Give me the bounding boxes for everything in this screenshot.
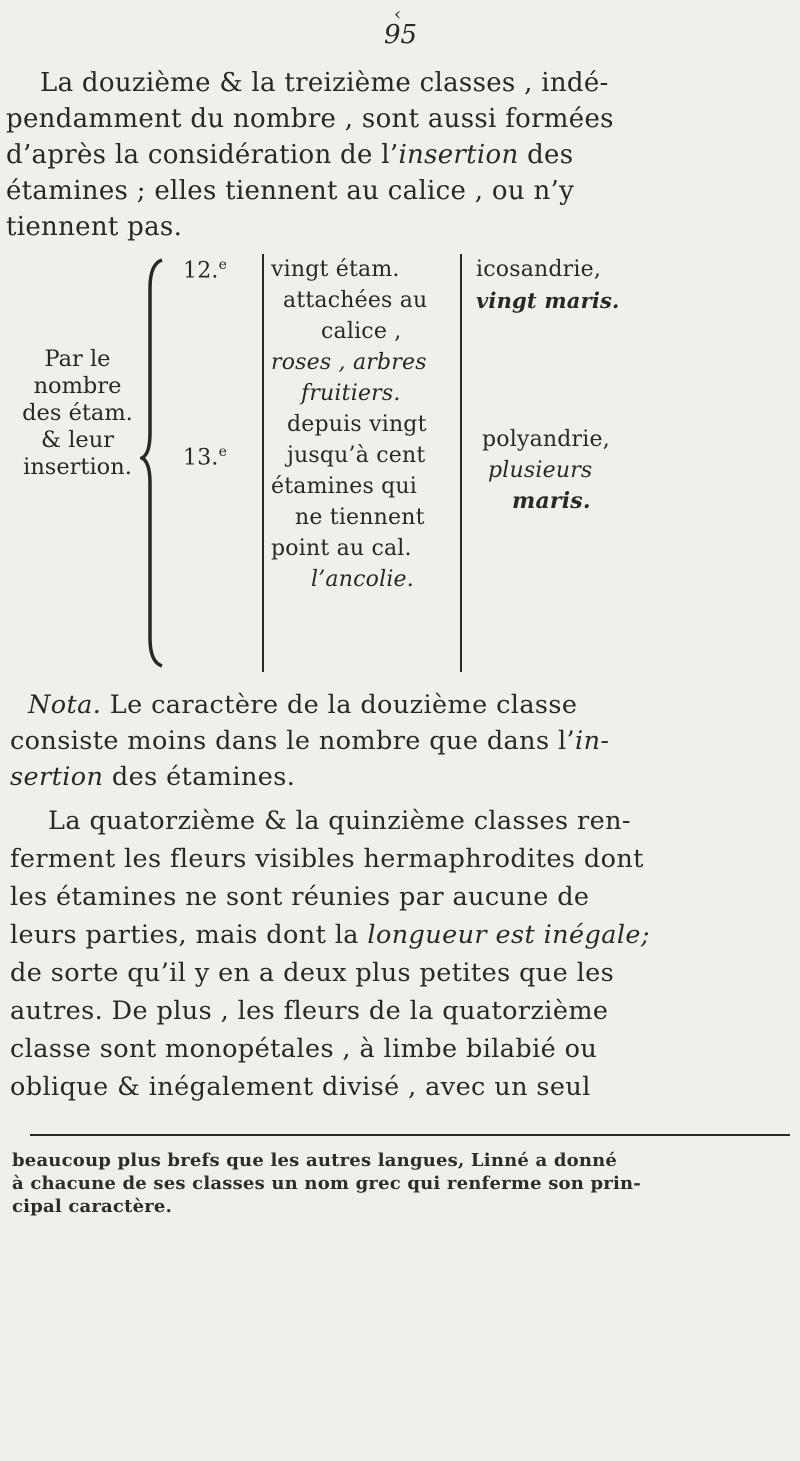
nota-line-3-b: des étamines. — [103, 762, 296, 792]
para2-line-6: autres. De plus , les fleurs de la quatorzième — [10, 996, 609, 1026]
left-label-line: insertion. — [23, 454, 132, 480]
left-label-line: Par le — [44, 346, 111, 372]
para2-line-8: oblique & inégalement divisé , avec un seul — [10, 1072, 591, 1102]
nota-line-1 — [28, 690, 577, 720]
nota-line-1-text: Le caractère de la douzième classe — [101, 690, 578, 720]
para2-line-4 — [10, 920, 650, 950]
intro-line-5: tiennent pas. — [6, 212, 183, 242]
name-12 — [476, 254, 620, 316]
footnote-line-1: beaucoup plus brefs que les autres langues, Linné a donné — [12, 1150, 618, 1171]
class-13-number: 13. — [183, 445, 219, 471]
desc-12-line: vingt étam. — [271, 257, 400, 282]
desc-12-line: attachées au — [283, 288, 428, 313]
desc-13-line: étamines qui — [271, 474, 418, 499]
desc-13-line: jusqu’à cent — [287, 443, 426, 468]
left-label-line: & leur — [41, 427, 114, 453]
class-13-sup: e — [218, 444, 228, 460]
brace — [140, 258, 170, 668]
name-13 — [482, 424, 610, 517]
intro-line-3-a: d’après la considération de l’ — [6, 140, 399, 170]
intro-insertion: insertion — [398, 140, 519, 170]
desc-13 — [271, 409, 461, 595]
intro-line-2: pendamment du nombre , sont aussi formées — [6, 104, 614, 134]
class-12-sup: e — [218, 257, 228, 273]
name-12-line: icosandrie, — [476, 257, 602, 282]
para2-line-4-b: longueur est inégale; — [367, 920, 650, 950]
desc-13-line: ne tiennent — [295, 505, 425, 530]
left-label-line: des étam. — [22, 400, 133, 426]
class-13 — [183, 444, 227, 470]
footnote-line-2: à chacune de ses classes un nom grec qui renferme son prin- — [12, 1173, 641, 1194]
intro-line-3-c: des — [518, 140, 574, 170]
nota-line-3 — [10, 762, 295, 792]
para2-line-4-a: leurs parties, mais dont la — [10, 920, 368, 950]
name-13-italic: maris. — [512, 488, 591, 514]
page-number: 95 — [384, 20, 418, 50]
desc-13-line: point au cal. — [271, 536, 412, 561]
para2-line-5: de sorte qu’il y en a deux plus petites que les — [10, 958, 615, 988]
top-mark: ‹ — [394, 4, 402, 25]
intro-line-1: La douzième & la treizième classes , indé- — [40, 68, 609, 98]
nota-line-3-a: sertion — [10, 762, 104, 792]
left-label — [10, 346, 145, 481]
para2-line-7: classe sont monopétales , à limbe bilabié ou — [10, 1034, 598, 1064]
para2-line-3: les étamines ne sont réunies par aucune de — [10, 882, 590, 912]
desc-12 — [271, 254, 461, 409]
para2-line-1: La quatorzième & la quinzième classes ren- — [48, 806, 631, 836]
desc-12-italic-line: roses , arbres — [271, 350, 427, 375]
intro-line-3 — [6, 140, 573, 170]
footnote-rule — [30, 1134, 790, 1136]
desc-12-line: calice , — [321, 319, 402, 344]
name-13-line: polyandrie, — [482, 427, 610, 452]
desc-12-italic-line: fruitiers. — [301, 381, 401, 406]
name-13-italic: plusieurs — [488, 458, 593, 483]
nota-line-2-b: in- — [575, 726, 610, 756]
para2-line-2: ferment les fleurs visibles hermaphrodites dont — [10, 844, 644, 874]
desc-13-italic: l’ancolie. — [311, 567, 414, 592]
footnote-line-3: cipal caractère. — [12, 1196, 173, 1217]
desc-13-line: depuis vingt — [287, 412, 427, 437]
class-12-number: 12. — [183, 258, 219, 284]
name-12-italic: vingt maris. — [476, 288, 620, 313]
class-12 — [183, 257, 227, 283]
table-divider-1 — [262, 254, 264, 672]
nota-line-2 — [10, 726, 609, 756]
left-label-line: nombre — [33, 373, 122, 399]
intro-line-4: étamines ; elles tiennent au calice , ou n’y — [6, 176, 575, 206]
nota-line-2-a: consiste moins dans le nombre que dans l’ — [10, 726, 576, 756]
nota-label: Nota. — [28, 690, 102, 720]
